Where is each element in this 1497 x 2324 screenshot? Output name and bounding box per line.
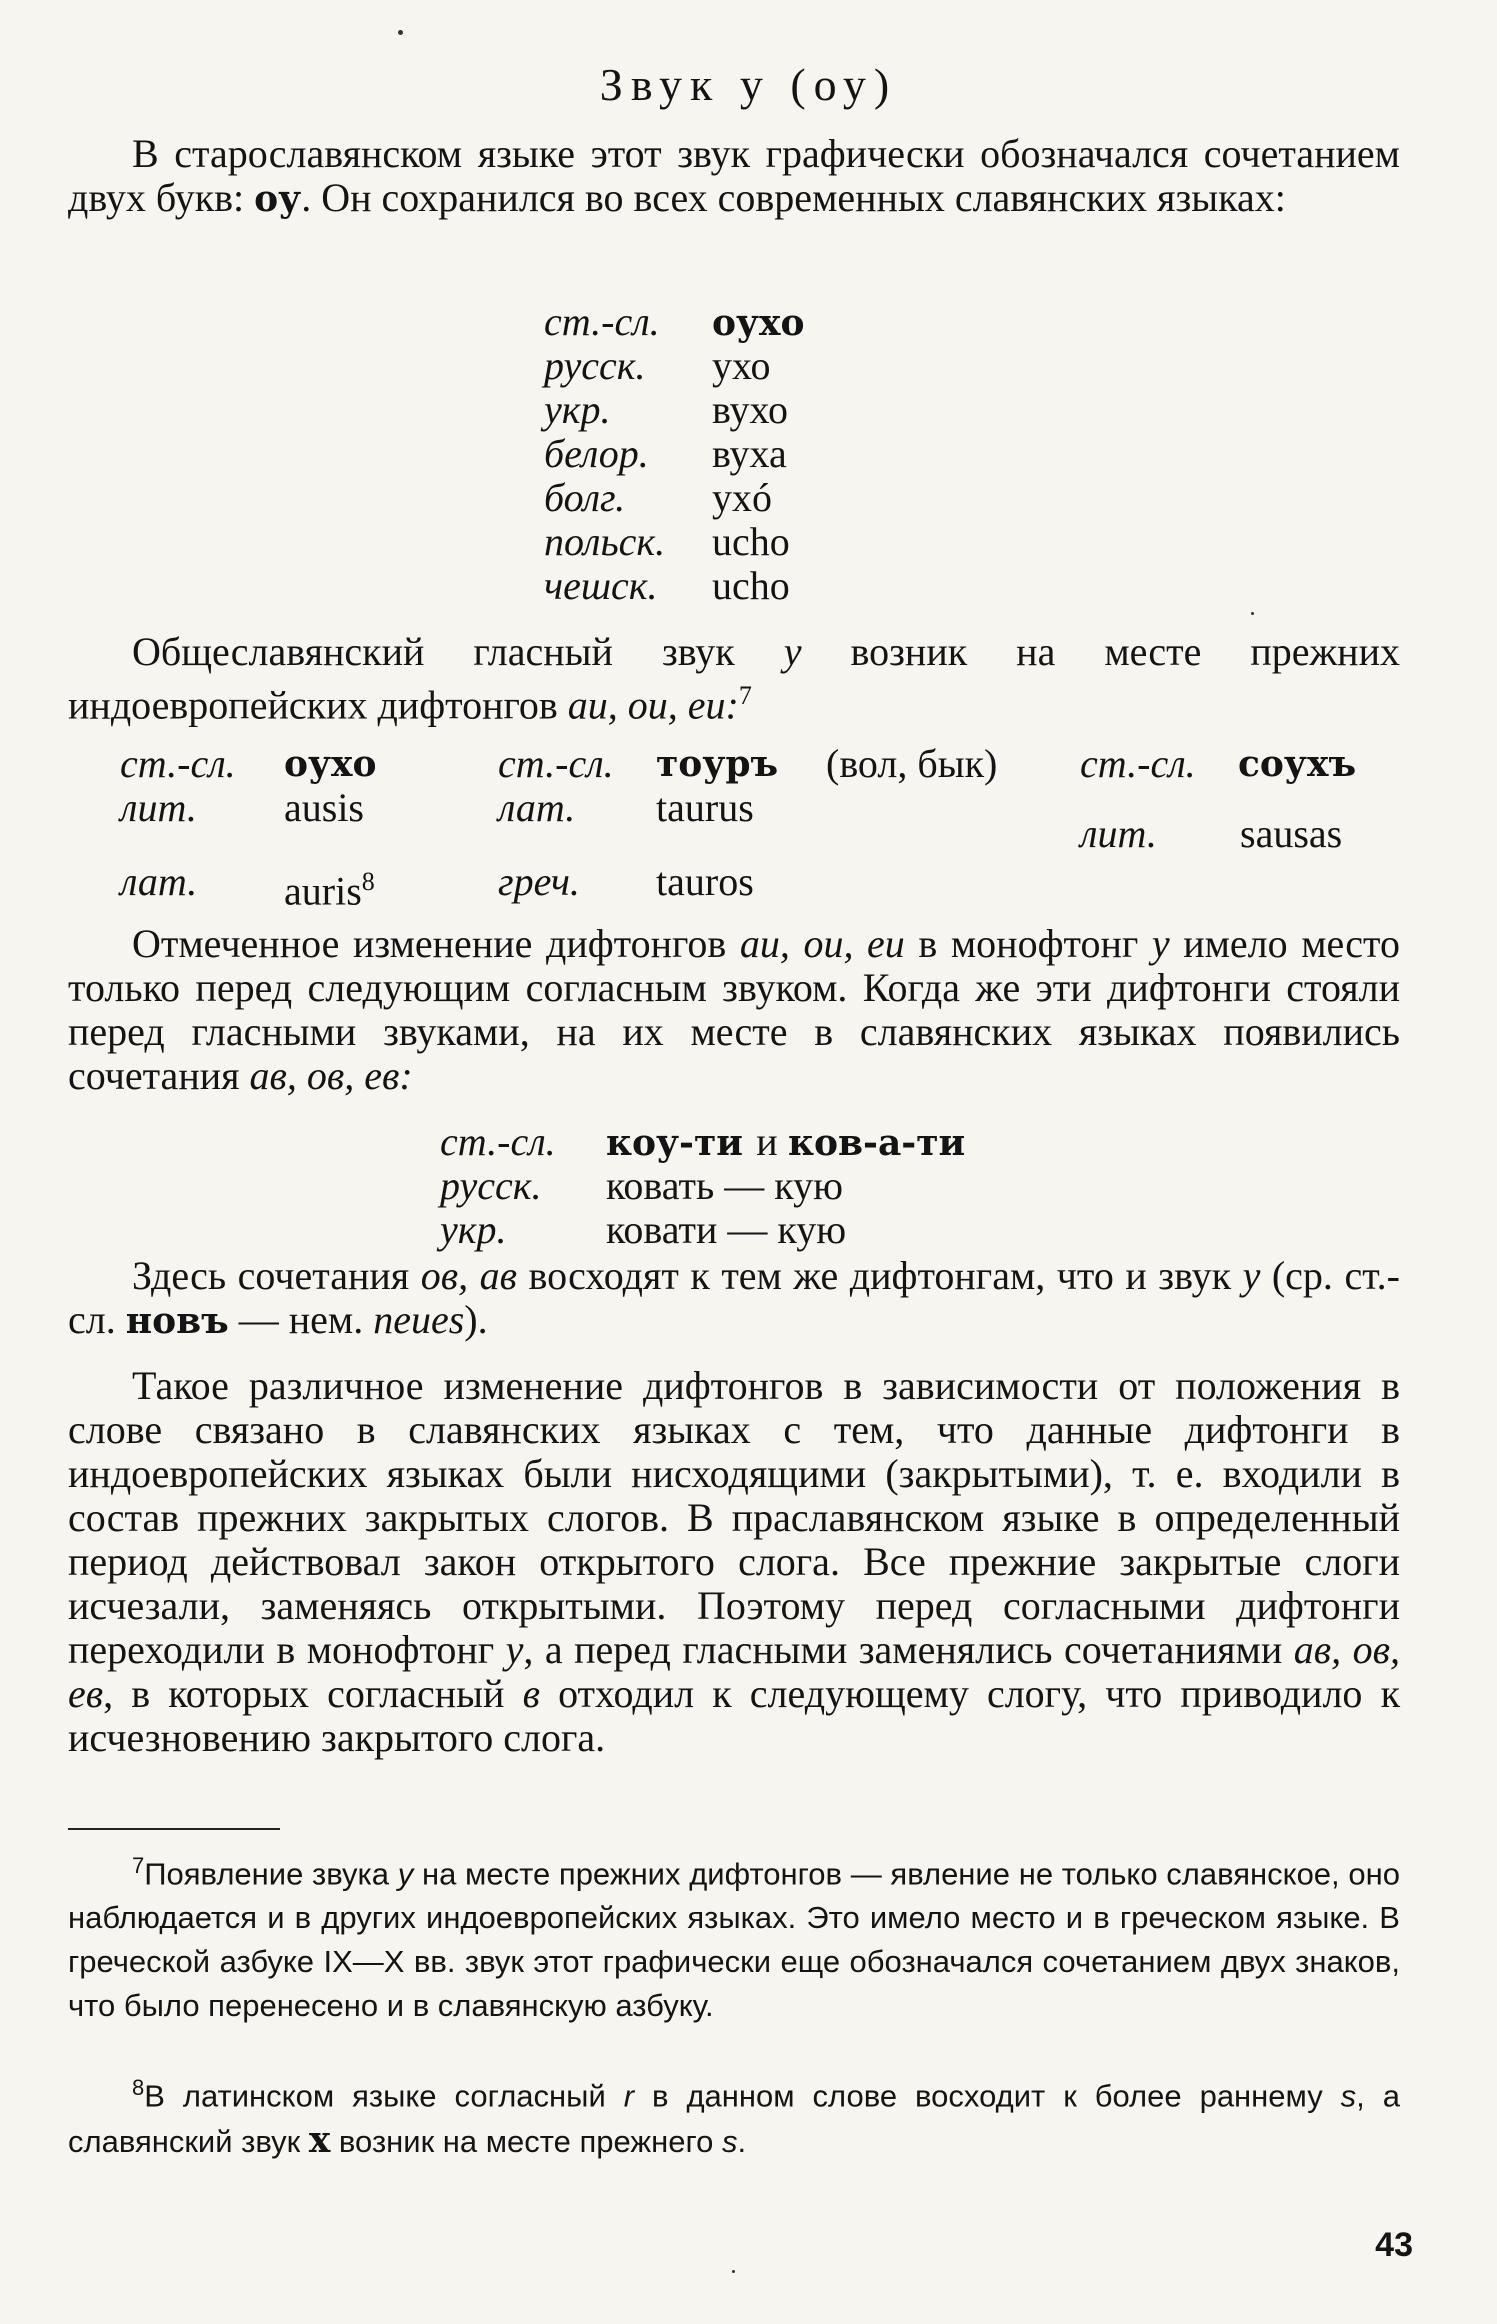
word-comparison-table <box>544 300 805 608</box>
footnote-divider <box>68 1828 280 1830</box>
footnote-8: $^8$В латинском языке согласный r в данном слове восходит к более раннему s, а славянский звук х возник на месте прежнего s. <box>68 2075 1400 2162</box>
paragraph-1: В старославянском языке этот звук графически обозначался сочетанием двух букв: оу. Он сохранился во всех современных славянских языках: <box>68 131 1400 220</box>
table-row: ст.-сл. коу-ти и ков-а-ти <box>440 1119 966 1164</box>
paragraph-5: Такое различное изменение дифтонгов в зависимости от положения в слове связано в славянских языках с тем, что данные дифтонги в индоевропейских языках были нисходящими (закрытыми), т. е. входили в состав прежних закрытых слогов. В праславянском языке в определенный период действовал закон открытого слога. Все прежние закрытые слоги исчезали, заменяясь открытыми. Поэтому перед согласными дифтонги переходили в монофтонг у, а перед гласными заменялись сочетаниями ав, ов, ев, в которых согласный в отходил к следующему слогу, что приводило к исчезновению закрытого слога. <box>68 1363 1400 1760</box>
diphthong-examples: ст.-сл. оухо лит. ausis лат. auris$^8$ ст.-сл. тоуръ (вол, бык) лат. taurus греч. tauros ст.-сл. соухъ лит. sausas <box>120 741 1357 914</box>
section-title: Звук у (оу) <box>599 59 898 110</box>
table-row: польск. ucho <box>544 519 790 564</box>
footnote-7: $^7$Появление звука у на месте прежних дифтонгов — явление не только славянское, оно наблюдается и в других индоевропейских языках. Это имело место и в греческом языке. В греческой азбуке IX—X вв. звук этот графически еще обозначался сочетанием двух знаков, что было перенесено и в славянскую азбуку. <box>68 1853 1400 2024</box>
footnote-ref-8: 8 <box>361 867 375 896</box>
table-row: русск. ковать — кую <box>440 1163 843 1208</box>
paragraph-2: Общеславянский гласный звук у возник на месте прежних индоевропейских дифтонгов au, ou, eu:$^7$ <box>68 629 1400 728</box>
old-slavonic-letters: оу <box>254 178 302 220</box>
table-row: белор. вуха <box>544 431 787 476</box>
print-speck <box>1251 612 1254 615</box>
table-row: ст.-сл. оухо <box>544 299 805 344</box>
table-row: русск. ухо <box>544 343 771 388</box>
table-row: болг. ухó <box>544 475 772 520</box>
print-speck <box>732 2270 735 2273</box>
page-number: 43 <box>1375 2226 1413 2264</box>
verb-comparison-table <box>440 1120 965 1252</box>
table-row: чешск. ucho <box>544 563 790 608</box>
paragraph-3: Отмеченное изменение дифтонгов au, ou, eu в монофтонг у имело место только перед следующим согласным звуком. Когда же эти дифтонги стояли перед гласными звуками, на их месте в славянских языках появились сочетания ав, ов, ев: <box>68 921 1400 1098</box>
print-speck <box>398 30 403 35</box>
table-row: укр. вухо <box>544 387 788 432</box>
diphthong-list: au, ou, eu: <box>567 682 739 728</box>
table-row: укр. ковати — кую <box>440 1207 847 1252</box>
footnote-ref-7: 7 <box>738 681 752 710</box>
paragraph-4: Здесь сочетания ов, ав восходят к тем же дифтонгам, что и звук у (ср. ст.-сл. новъ — нем. neues). <box>68 1253 1400 1342</box>
